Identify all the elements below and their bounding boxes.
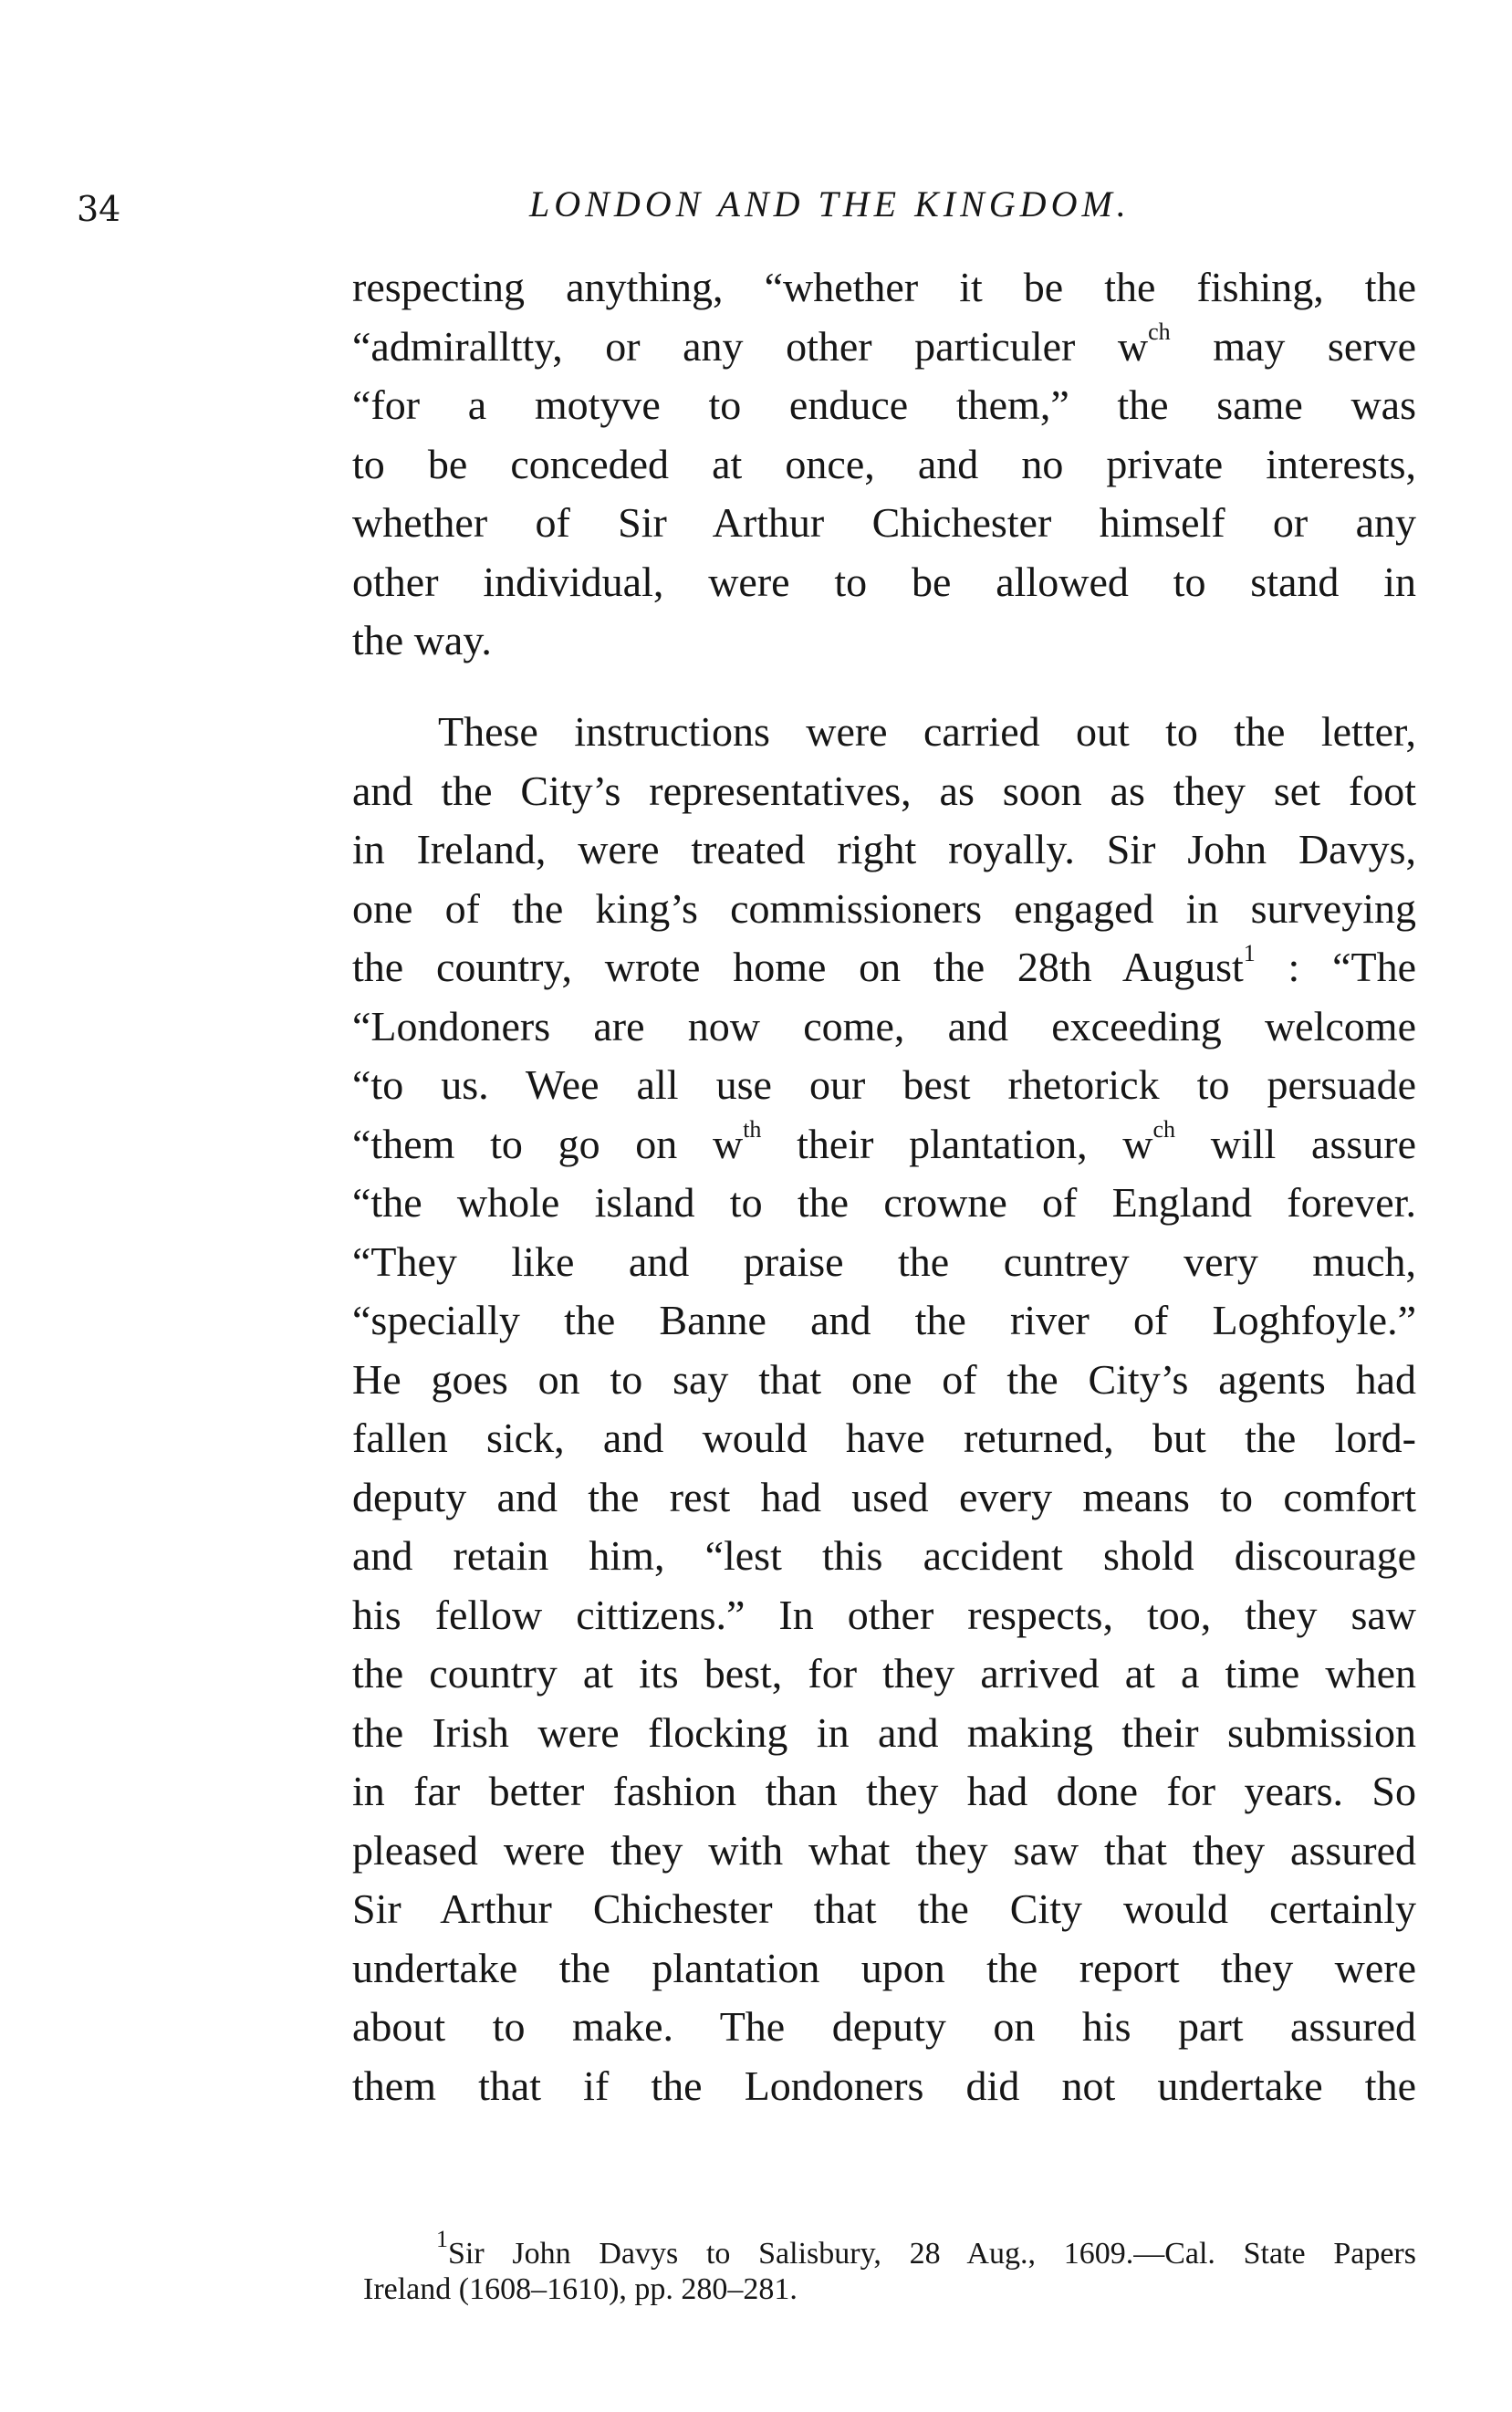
- running-head: LONDON AND THE KINGDOM.: [529, 183, 1131, 224]
- text-line: These instructions were carried out to the letter,: [438, 708, 1416, 755]
- text-line: in far better fashion than they had done for years. So: [352, 1768, 1416, 1814]
- text-line: respecting anything, “whether it be the fishing, the: [352, 264, 1416, 310]
- superscript: 1: [1243, 939, 1256, 966]
- paragraph-2: [352, 703, 1416, 2115]
- text-line: “them to go on $w^{th}$ their plantation, $w^{ch}$ will assure: [352, 1116, 1416, 1167]
- text-line: “to us. Wee all use our best rhetorick to persuade: [352, 1061, 1416, 1108]
- text-line: one of the king’s commissioners engaged in surveying: [352, 884, 1416, 932]
- text-line: He goes on to say that one of the City’s agents had: [352, 1355, 1416, 1403]
- text-line: “for a motyve to enduce them,” the same was: [352, 381, 1416, 428]
- superscript: ch: [1152, 1116, 1176, 1143]
- text-line: fallen sick, and would have returned, but the lord-: [352, 1415, 1416, 1461]
- text-line: them that if the Londoners did not undertake the: [352, 2062, 1416, 2109]
- superscript: ch: [1148, 318, 1171, 346]
- text-line: the country, wrote home on the 28th August$^1$ : “The: [352, 939, 1417, 990]
- text-line: the way.: [352, 617, 492, 663]
- superscript: th: [743, 1116, 762, 1143]
- text-line: other individual, were to be allowed to stand in: [352, 558, 1416, 605]
- text-line: the country at its best, for they arrived at a time when: [352, 1650, 1416, 1697]
- text-line: to be conceded at once, and no private interests,: [352, 440, 1416, 487]
- text-line: and retain him, “lest this accident shold discourage: [352, 1532, 1416, 1579]
- text-line: pleased were they with what they saw that they assured: [352, 1826, 1416, 1874]
- text-line: deputy and the rest had used every means to comfort: [352, 1473, 1416, 1520]
- text-line: undertake the plantation upon the report they were: [352, 1944, 1416, 1991]
- text-line: Sir Arthur Chichester that the City would certainly: [352, 1885, 1416, 1932]
- text-line: the Irish were flocking in and making their submission: [352, 1708, 1416, 1756]
- superscript: 1: [436, 2225, 448, 2252]
- text-line: “Londoners are now come, and exceeding welcome: [352, 1002, 1416, 1049]
- text-line: “admiralltty, or any other particuler $w^{ch}$ may serve: [352, 318, 1416, 370]
- footnote: [363, 2225, 1416, 2307]
- text-line: about to make. The deputy on his part assured: [352, 2003, 1416, 2050]
- page-number: 34: [77, 189, 121, 229]
- text-line: whether of Sir Arthur Chichester himself or any: [352, 499, 1416, 546]
- text-line: $^1$Sir John Davys to Salisbury, 28 Aug., 1609.—Cal. State Papers: [436, 2225, 1416, 2271]
- text-line: Ireland (1608–1610), pp. 280–281.: [363, 2272, 798, 2306]
- text-line: “They like and praise the cuntrey very much,: [352, 1237, 1416, 1285]
- text-line: and the City’s representatives, as soon as they set foot: [352, 767, 1416, 814]
- text-line: his fellow cittizens.” In other respects, too, they saw: [352, 1591, 1416, 1638]
- text-line: “the whole island to the crowne of England forever.: [352, 1179, 1416, 1226]
- paragraph-1: [352, 258, 1416, 671]
- text-line: in Ireland, were treated right royally. Sir John Davys,: [352, 826, 1416, 872]
- text-line: “specially the Banne and the river of Loghfoyle.”: [352, 1297, 1416, 1343]
